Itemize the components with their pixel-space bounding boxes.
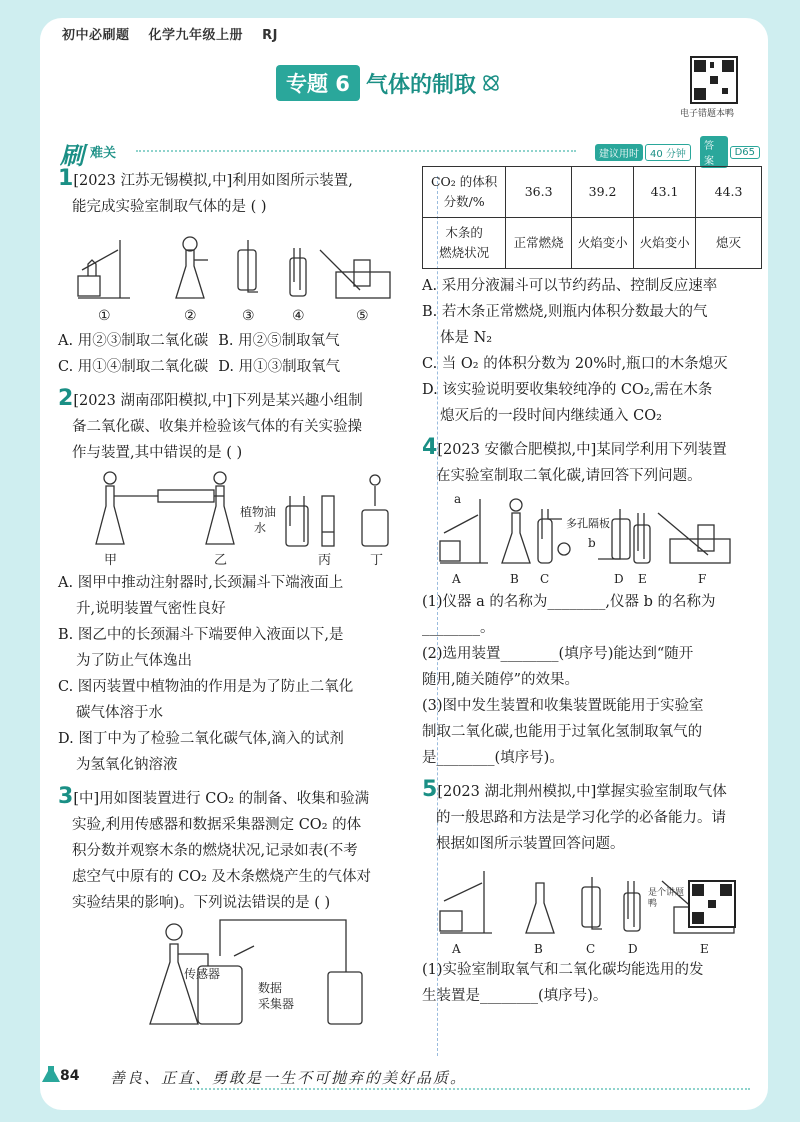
table-cell: 正常燃烧 — [506, 218, 572, 269]
q5-sub1-line2: 生装置是________(填序号)。 — [422, 988, 608, 1004]
q1-option-c[interactable]: C. 用①④制取二氧化碳 — [58, 359, 209, 375]
q5-qr-caption: 是个讲题鸭 — [648, 888, 685, 909]
table-header-cell: CO₂ 的体积 分数/% — [423, 167, 506, 218]
q1-option-d[interactable]: D. 用①③制取氧气 — [218, 359, 341, 375]
q1-apparatus-figure — [58, 220, 398, 328]
qr-pattern-icon — [690, 882, 734, 926]
q4-plate-label: 多孔隔板 — [566, 517, 610, 530]
topic-heading — [276, 66, 502, 100]
q2-option-a-line2: 升,说明装置气密性良好 — [76, 601, 226, 617]
q3-option-c[interactable]: C. 当 O₂ 的体积分数为 20%时,瓶口的木条熄灭 — [422, 356, 728, 372]
q4-instrument-b: b — [588, 536, 596, 550]
q3-collector-label2: 采集器 — [258, 997, 295, 1011]
q4-sub3-line3: 是________(填序号)。 — [422, 750, 564, 766]
q3-option-d-line2: 熄灭后的一段时间内继续通入 CO₂ — [440, 408, 662, 424]
q1-label-5: ⑤ — [356, 308, 369, 324]
section-level: 难关 — [90, 146, 117, 161]
q2-option-b-line1[interactable]: B. 图乙中的长颈漏斗下端要伸入液面以下,是 — [58, 627, 344, 643]
q5-stem-line3: 根据如图所示装置回答问题。 — [436, 836, 625, 852]
running-header — [62, 24, 292, 43]
answer-value: D65 — [730, 146, 760, 159]
q1-stem-line1: 1[2023 江苏无锡模拟,中]利用如图所示装置, — [58, 166, 353, 191]
q2-option-d-line2: 为氢氧化钠溶液 — [76, 757, 178, 773]
q2-label-ding: 丁 — [370, 553, 384, 568]
q5-label-c: C — [586, 942, 596, 956]
q4-number: 4 — [422, 435, 438, 460]
section-name: 刷 — [60, 142, 84, 170]
topic-badge: 专题 6 — [276, 65, 360, 101]
q3-stem-line1: 3[中]用如图装置进行 CO₂ 的制备、收集和验满 — [58, 784, 370, 809]
section-bar — [60, 136, 760, 170]
dotted-rule — [136, 150, 576, 158]
q1-option-b[interactable]: B. 用②⑤制取氧气 — [218, 333, 340, 349]
q4-label-c: C — [540, 572, 550, 586]
q2-number: 2 — [58, 386, 74, 411]
q3-sensor-label: 传感器 — [184, 967, 221, 981]
time-label: 建议用时 — [595, 144, 643, 161]
q2-label-jia: 甲 — [104, 553, 118, 568]
page-sheet — [40, 18, 768, 1110]
table-cell: 44.3 — [696, 167, 762, 218]
table-row — [423, 218, 762, 269]
q5-stem-line2: 的一般思路和方法是学习化学的必备能力。请 — [436, 810, 726, 826]
footer-motto: 善良、正直、勇敢是一生不可抛弃的美好品质。 — [110, 1069, 468, 1087]
q1-number: 1 — [58, 166, 74, 191]
qr-pattern-icon — [692, 58, 736, 102]
q3-option-b-line1[interactable]: B. 若木条正常燃烧,则瓶内体积分数最大的气 — [422, 304, 708, 320]
q4-instrument-a: a — [454, 492, 462, 506]
time-pill — [595, 144, 691, 160]
topic-title: 气体的制取 — [365, 72, 476, 98]
flask-icon — [40, 1064, 62, 1084]
q5-qr-code-icon[interactable] — [688, 880, 736, 928]
q5-label-d: D — [628, 942, 638, 956]
atom-icon — [480, 72, 502, 94]
q2-oil-label: 植物油 — [240, 505, 277, 519]
q4-sub1-line1: (1)仪器 a 的名称为________,仪器 b 的名称为 — [422, 594, 716, 610]
q4-label-a: A — [452, 572, 461, 586]
q4-stem-line1: 4[2023 安徽合肥模拟,中]某同学利用下列装置 — [422, 435, 727, 460]
table-cell: 火焰变小 — [572, 218, 634, 269]
q3-option-b-line2: 体是 N₂ — [440, 330, 493, 346]
q1-stem-line2: 能完成实验室制取气体的是 ( ) — [72, 199, 267, 215]
table-cell: 熄灭 — [696, 218, 762, 269]
q4-label-f: F — [698, 572, 707, 586]
q3-option-a[interactable]: A. 采用分液漏斗可以节约药品、控制反应速率 — [422, 278, 718, 294]
q4-sub2-line1: (2)选用装置________(填序号)能达到“随开 — [422, 646, 694, 662]
table-cell: 39.2 — [572, 167, 634, 218]
q3-stem-line5: 实验结果的影响)。下列说法错误的是 ( ) — [72, 895, 331, 911]
q4-stem-line2: 在实验室制取二氧化碳,请回答下列问题。 — [436, 468, 702, 484]
table-cell: 36.3 — [506, 167, 572, 218]
q2-stem-line1: 2[2023 湖南邵阳模拟,中]下列是某兴趣小组制 — [58, 386, 363, 411]
q2-water-label: 水 — [254, 521, 267, 535]
table-header-cell: 木条的 燃烧状况 — [423, 218, 506, 269]
q4-sub2-line2: 随用,随关随停”的效果。 — [422, 672, 580, 688]
table-row — [423, 167, 762, 218]
page-number: 84 — [60, 1068, 80, 1084]
q3-stem-line2: 实验,利用传感器和数据采集器测定 CO₂ 的体 — [72, 817, 362, 833]
q4-apparatus-figure — [422, 489, 752, 589]
footer-dotted-rule — [190, 1088, 750, 1090]
q4-label-b: B — [510, 572, 519, 586]
subject-name: 化学九年级上册 — [148, 28, 244, 43]
q1-label-2: ② — [184, 308, 197, 324]
left-column — [58, 166, 430, 1030]
q1-options-ab — [58, 328, 430, 354]
q3-apparatus-figure — [58, 916, 418, 1030]
q2-apparatus-figure — [58, 466, 418, 570]
q2-stem-line2: 备二氧化碳、收集并检验该气体的有关实验操 — [72, 419, 362, 435]
time-value: 40 分钟 — [645, 144, 691, 161]
q3-stem-line3: 积分数并观察木条的燃烧状况,记录如表(不考 — [72, 843, 358, 859]
q5-label-e: E — [700, 942, 709, 956]
q4-sub3-line1: (3)图中发生装置和收集装置既能用于实验室 — [422, 698, 704, 714]
qr-caption: 电子错题本鸭 — [680, 109, 735, 119]
q1-label-1: ① — [98, 308, 111, 324]
q3-data-table — [422, 166, 762, 269]
q1-option-a[interactable]: A. 用②③制取二氧化碳 — [58, 333, 209, 349]
q2-label-bing: 丙 — [318, 553, 332, 568]
q2-option-c-line2: 碳气体溶于水 — [76, 705, 163, 721]
book-name: 初中必刷题 — [62, 28, 130, 43]
q3-stem-line4: 虑空气中原有的 CO₂ 及木条燃烧产生的气体对 — [72, 869, 372, 885]
q5-label-b: B — [534, 942, 543, 956]
q5-number: 5 — [422, 777, 438, 802]
q1-options-cd — [58, 354, 430, 380]
table-cell: 43.1 — [634, 167, 696, 218]
table-cell: 火焰变小 — [634, 218, 696, 269]
edition: RJ — [262, 28, 278, 43]
q5-label-a: A — [452, 942, 461, 956]
q4-sub1-line2: ________。 — [422, 620, 495, 636]
q3-number: 3 — [58, 784, 74, 809]
q2-option-a-line1[interactable]: A. 图甲中推动注射器时,长颈漏斗下端液面上 — [58, 575, 344, 591]
q2-option-b-line2: 为了防止气体逸出 — [76, 653, 192, 669]
q4-sub3-line2: 制取二氧化碳,也能用于过氧化氢制取氧气的 — [422, 724, 703, 740]
q2-option-d-line1[interactable]: D. 图丁中为了检验二氧化碳气体,滴入的试剂 — [58, 731, 344, 747]
q4-label-e: E — [638, 572, 647, 586]
q2-label-yi: 乙 — [214, 553, 228, 568]
q3-collector-label1: 数据 — [258, 981, 283, 995]
q4-label-d: D — [614, 572, 624, 586]
qr-code-icon[interactable] — [690, 56, 738, 104]
q5-sub1-line1: (1)实验室制取氧气和二氧化碳均能选用的发 — [422, 962, 704, 978]
q2-option-c-line1[interactable]: C. 图丙装置中植物油的作用是为了防止二氧化 — [58, 679, 354, 695]
q3-option-d-line1[interactable]: D. 该实验说明要收集较纯净的 CO₂,需在木条 — [422, 382, 713, 398]
q1-label-3: ③ — [242, 308, 255, 324]
q2-stem-line3: 作与装置,其中错误的是 ( ) — [72, 445, 243, 461]
answer-label: 答案 — [700, 136, 728, 168]
answer-pill — [700, 141, 760, 167]
q5-stem-line1: 5[2023 湖北荆州模拟,中]掌握实验室制取气体 — [422, 777, 727, 802]
q1-label-4: ④ — [292, 308, 305, 324]
